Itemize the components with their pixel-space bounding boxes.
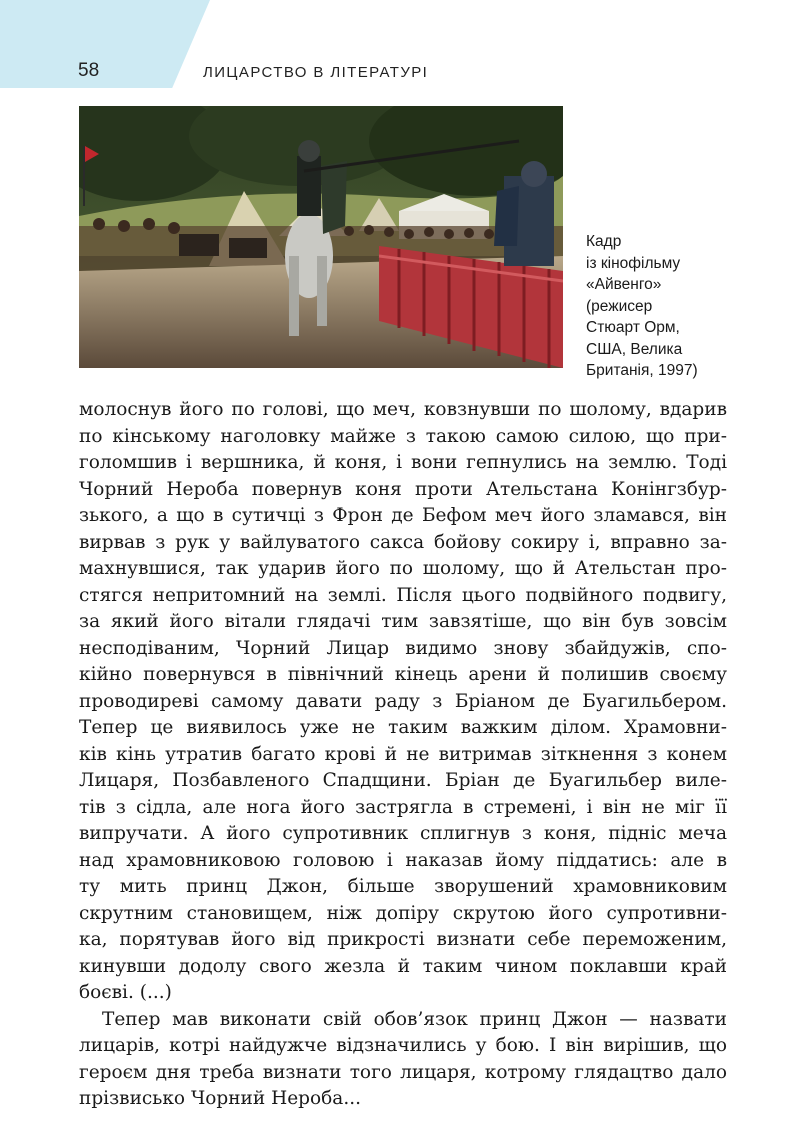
text-line: ка, порятував його від прикрості визнати себе переможеним, — [79, 929, 727, 950]
text-line: вирвав з рук у вайлуватого сакса бойову сокиру і, вправно за- — [79, 531, 727, 553]
text-line: проводиреві самому давати раду з Бріаном де Буагильбером. — [79, 690, 727, 712]
text-line: Чорний Нероба повернув коня проти Ательстана Конінгзбур- — [79, 478, 727, 500]
text-line: героєм дня треба визнати того лицаря, котрому глядацтво дало — [79, 1061, 727, 1083]
text-line: голомшив і вершника, й коня, і вони гепнулись на землю. Тоді — [79, 452, 727, 473]
text-line: молоснув його по голові, що меч, ковзнувши по шолому, вдарив — [79, 399, 727, 420]
body-text — [79, 397, 727, 1113]
caption-line: Британія, 1997) — [586, 362, 698, 379]
film-still-photo — [79, 106, 563, 368]
caption-line: США, Велика — [586, 340, 683, 358]
text-line: кійно повернувся в північний кінець арени й полишив своєму — [79, 664, 727, 685]
text-line: стягся непритомний на землі. Після цього подвійного подвигу, — [79, 584, 727, 606]
page-number: 58 — [78, 60, 100, 81]
text-line: Тепер мав виконати свій обов’язок принц Джон — назвати — [102, 1008, 727, 1030]
text-line: ків кінь утратив багато крові й не витримав зіткнення з конем — [79, 743, 727, 765]
caption-line: (режисер — [586, 297, 653, 315]
text-line: лицарів, котрі найдужче відзначились у бою. І він вирішив, що — [79, 1035, 727, 1056]
caption-line: Стюарт Орм, — [586, 319, 680, 336]
text-line: по кінському наголовку майже з такою самою силою, що при- — [79, 425, 727, 447]
paragraph-2 — [79, 1007, 727, 1113]
caption-line: «Айвенго» — [586, 276, 662, 293]
text-line: випручати. А його супротивник сплигнув з коня, підніс меча — [79, 823, 727, 844]
caption-line: Кадр — [586, 233, 622, 250]
text-line: прізвисько Чорний Нероба... — [79, 1088, 361, 1109]
text-line: над храмовниковою головою і наказав йому піддатись: але в — [79, 849, 727, 871]
text-line: Тепер це виявилось уже не таким важким ділом. Храмовни- — [79, 717, 727, 738]
text-line: несподіваним, Чорний Лицар видимо знову збайдужів, спо- — [79, 637, 727, 659]
text-line: боєві. (...) — [79, 982, 172, 1003]
text-line: зького, а що в сутичці з Фрон де Бефом меч його зламався, він — [79, 505, 727, 526]
text-line: ту мить принц Джон, більше зворушений храмовниковим — [79, 876, 727, 897]
text-line: скрутним становищем, ніж допіру скрутою його супротивни- — [79, 902, 727, 924]
text-line: махнувшися, так ударив його по шолому, що й Ательстан про- — [79, 558, 727, 579]
text-line: за який його вітали глядачі тим завзятіше, що він був зовсім — [79, 611, 727, 632]
caption-line: із кінофільму — [586, 254, 681, 272]
corner-tab — [0, 0, 210, 88]
paragraph-1 — [79, 397, 727, 1007]
text-line: кинувши додолу свого жезла й таким чином поклавши край — [79, 955, 727, 977]
running-title: ЛИЦАРСТВО В ЛІТЕРАТУРІ — [203, 64, 429, 81]
photo-caption — [586, 231, 776, 382]
text-line: Лицаря, Позбавленого Спадщини. Бріан де Буагильбер виле- — [79, 770, 727, 791]
text-line: тів з сідла, але нога його застрягла в стремені, і він не міг її — [79, 796, 727, 818]
